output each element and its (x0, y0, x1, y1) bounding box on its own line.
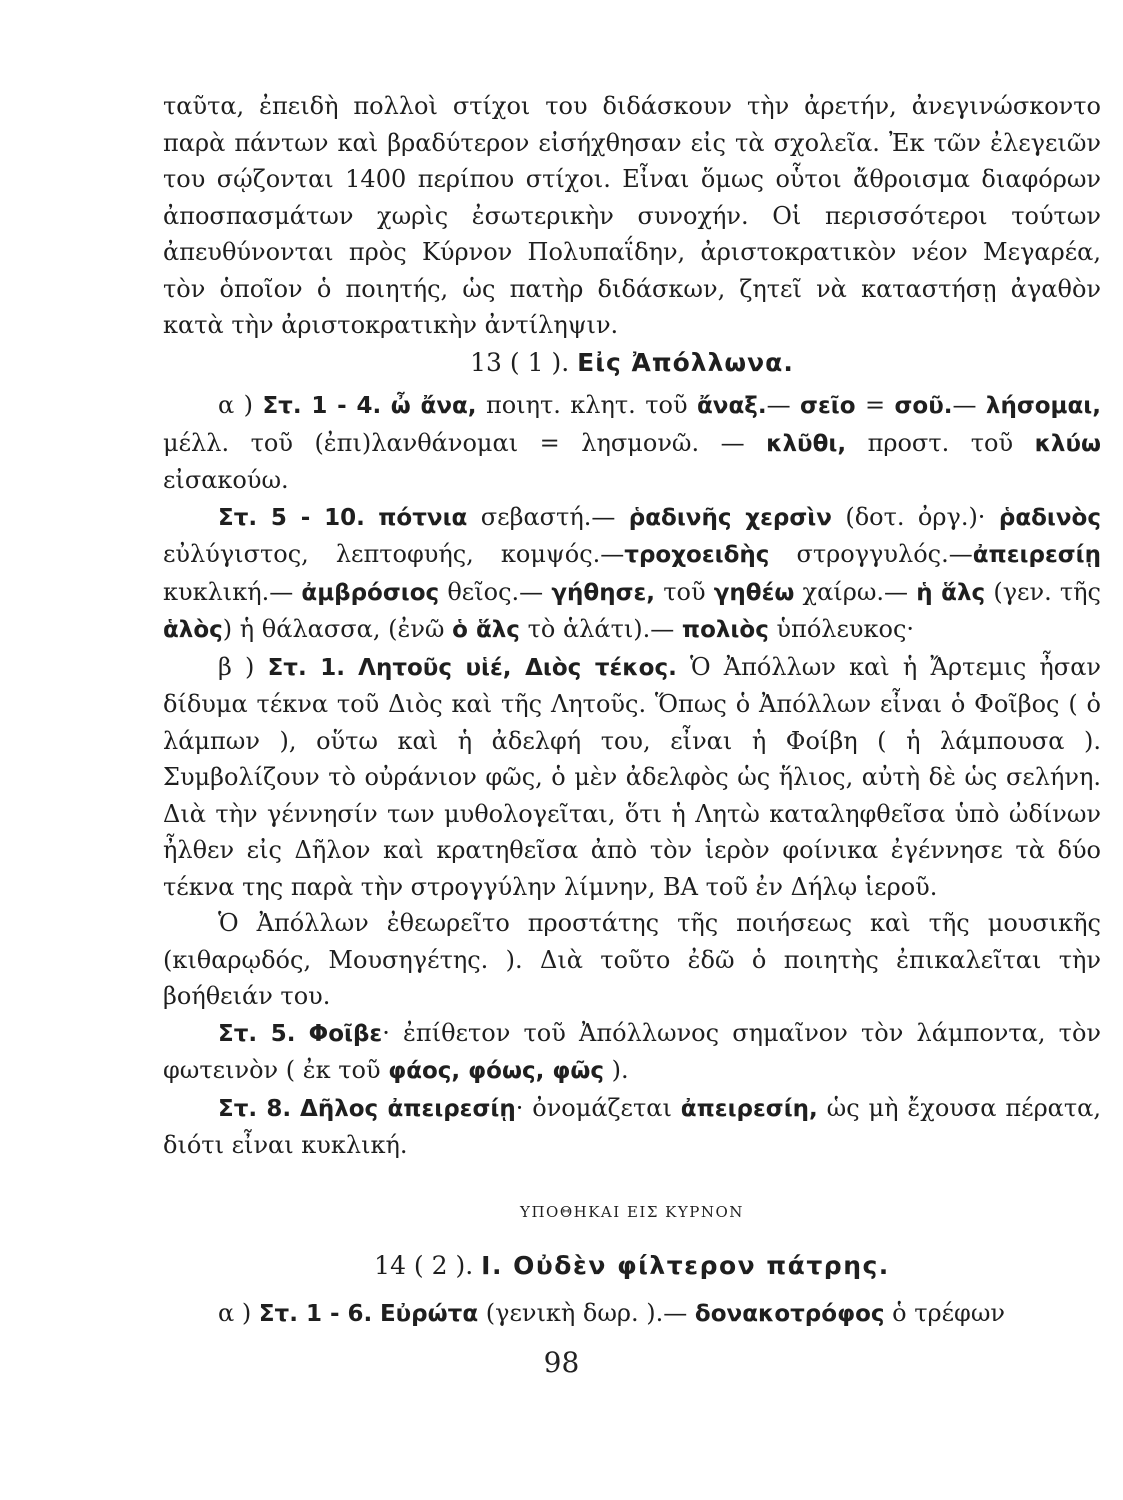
gloss: ὡς μὴ ἔχουσα πέρατα, διότι εἶναι κυκλική. (163, 1093, 1101, 1159)
gloss: ) ἡ θάλασσα, (ἐνῶ (222, 615, 453, 643)
term: λήσομαι, (985, 393, 1101, 419)
apollo-paragraph: Ὁ Ἀπόλλων ἐθεωρεῖτο προστάτης τῆς ποιήσεως καὶ τῆς μουσικῆς (κιθαρῳδός, Μουσηγέτης. ). Διὰ τοῦτο ἐδῶ ὁ ποιητὴς ἐπικαλεῖται τὴν βοήθειάν του. (163, 909, 1101, 1010)
page-number: 98 (543, 1346, 580, 1379)
gloss: σεβαστή.— (467, 502, 629, 531)
term: ἄναξ. (696, 393, 767, 419)
term: Δῆλος ἀπειρεσίῃ (300, 1095, 516, 1122)
gloss: ποιητ. κλητ. τοῦ (476, 391, 697, 419)
note-d (163, 1015, 1101, 1090)
term: ἁλὸς (163, 617, 223, 643)
gloss: μέλλ. τοῦ (ἐπι)λανθάνομαι = λησμονῶ. — (163, 428, 767, 457)
term: ἡ ἅλς (916, 579, 986, 606)
verse-ref: Στ. 5. (218, 1020, 296, 1047)
note-c (163, 649, 1101, 906)
term: τροχοειδὴς (624, 542, 770, 568)
gloss: εἰσακούω. (163, 466, 289, 494)
gloss: — (766, 391, 801, 419)
term: πολιὸς (681, 617, 769, 643)
section-title: ΥΠΟΘΗΚΑΙ ΕΙΣ ΚΥΡΝΟΝ (520, 1202, 744, 1221)
term: ἀπειρεσίη, (680, 1095, 818, 1122)
gloss: ὁ τρέφων (884, 1298, 1006, 1327)
gloss: (γενικὴ δωρ. ).— (478, 1298, 695, 1327)
heading-14-title: Ι. Οὐδὲν φίλτερον πάτρης. (481, 1251, 890, 1280)
note-b (163, 499, 1101, 649)
heading-13-title: Εἰς Ἀπόλλωνα. (577, 347, 794, 377)
note-a (163, 387, 1101, 499)
term: Λητοῦς υἱέ, Διὸς τέκος. (358, 654, 677, 681)
note-marker: α ) (218, 1298, 252, 1327)
gloss: κυκλική.— (163, 577, 302, 606)
term: ῥαδινὸς (998, 504, 1101, 531)
intro-paragraph: ταῦτα, ἐπειδὴ πολλοὶ στίχοι του διδάσκουν τὴν ἀρετήν, ἀνεγινώσκοντο παρὰ πάντων καὶ βραδύτερον εἰσήχθησαν εἰς τὰ σχολεῖα. Ἐκ τῶν ἐλεγειῶν του σῴζονται 1400 περίπου στίχοι. Εἶναι ὅμως οὗτοι ἄθροισμα διαφόρων ἀποσπασμάτων χωρὶς ἐσωτερικὴν συνοχήν. Οἱ περισσότεροι τούτων ἀπευθύνονται πρὸς Κύρνον Πολυπαΐδην, ἀριστοκρατικὸν νέον Μεγαρέα, τὸν ὁποῖον ὁ ποιητής, ὡς πατὴρ διδάσκων, ζητεῖ νὰ καταστήσῃ ἀγαθὸν κατὰ τὴν ἀριστοκρατικὴν ἀντίληψιν. (163, 92, 1101, 339)
gloss: χαίρω.— (794, 577, 917, 606)
term: ὁ ἅλς (452, 617, 520, 643)
heading-13 (163, 345, 1101, 382)
term: κλύω (1034, 430, 1101, 457)
note-marker: β ) (218, 652, 255, 681)
gloss: στρογγυλός.— (769, 540, 973, 568)
term: πότνια (378, 504, 468, 531)
gloss: ). (603, 1056, 629, 1084)
verse-ref: Στ. 1 - 4. (262, 393, 382, 419)
gloss: (δοτ. ὀργ.)· (831, 502, 999, 531)
heading-14 (163, 1248, 1101, 1285)
term: σεῖο (800, 393, 856, 419)
term: Εὐρώτα (379, 1300, 479, 1327)
term: ῥαδινῆς χερσὶν (628, 504, 832, 531)
term: γήθησε, (551, 579, 656, 606)
gloss: ὑπόλευκος· (768, 615, 915, 643)
heading-14-number: 14 ( 2 ). (374, 1251, 474, 1280)
gloss: θεῖος.— (439, 577, 552, 606)
verse-ref: Στ. 1 - 6. (258, 1300, 373, 1327)
verse-ref: Στ. 5 - 10. (218, 504, 365, 531)
term: γηθέω (713, 579, 795, 606)
verse-ref: Στ. 8. (218, 1095, 292, 1122)
heading-13-number: 13 ( 1 ). (470, 347, 570, 377)
gloss: · ἐπίθετον τοῦ Ἀπόλλωνος σημαῖνον τὸν λάμποντα, τὸν φωτεινὸν ( ἐκ τοῦ (163, 1018, 1101, 1084)
gloss: — (952, 391, 986, 419)
note-e (163, 1090, 1101, 1164)
page-body (163, 88, 1101, 1332)
term: κλῦθι, (766, 430, 847, 457)
term: σοῦ. (894, 393, 953, 419)
term: φάος, φόως, φῶς (388, 1058, 604, 1084)
gloss: προστ. τοῦ (846, 428, 1035, 457)
term: ἀμβρόσιος (301, 579, 440, 606)
term: ὦ ἄνα, (390, 393, 477, 419)
gloss: τὸ ἁλάτι).— (519, 615, 682, 643)
gloss: = (855, 391, 895, 419)
gloss: τοῦ (655, 577, 714, 606)
gloss: · ὀνομάζεται (515, 1093, 681, 1122)
term: ἀπειρεσίῃ (972, 542, 1101, 568)
gloss: Ὁ Ἀπόλλων καὶ ἡ Ἄρτεμις ἦσαν δίδυμα τέκνα τοῦ Διὸς καὶ τῆς Λητοῦς. Ὅπως ὁ Ἀπόλλων εἶναι ὁ Φοῖβος ( ὁ λάμπων ), οὕτω καὶ ἡ ἀδελφή του, εἶναι ἡ Φοίβη ( ἡ λάμπουσα ). Συμβολίζουν τὸ οὐράνιον φῶς, ὁ μὲν ἀδελφὸς ὡς ἥλιος, αὐτὴ δὲ ὡς σελήνη. Διὰ τὴν γέννησίν των μυθολογεῖται, ὅτι ἡ Λητὼ καταληφθεῖσα ὑπὸ ὠδίνων ἦλθεν εἰς Δῆλον καὶ κρατηθεῖσα ἀπὸ τὸν ἱερὸν φοίνικα ἐγέννησε τὰ δύο τέκνα της παρὰ τὴν στρογγύλην λίμνην, ΒΑ τοῦ ἐν Δήλῳ ἱεροῦ. (163, 652, 1101, 901)
term: δονακοτρόφος (694, 1300, 885, 1327)
gloss: εὐλύγιστος, λεπτοφυής, κομψός.— (163, 540, 625, 568)
note-marker: α ) (218, 391, 253, 419)
gloss: (γεν. τῆς (985, 577, 1101, 606)
term: Φοῖβε (308, 1020, 383, 1047)
note-f (163, 1295, 1101, 1333)
verse-ref: Στ. 1. (267, 654, 345, 681)
